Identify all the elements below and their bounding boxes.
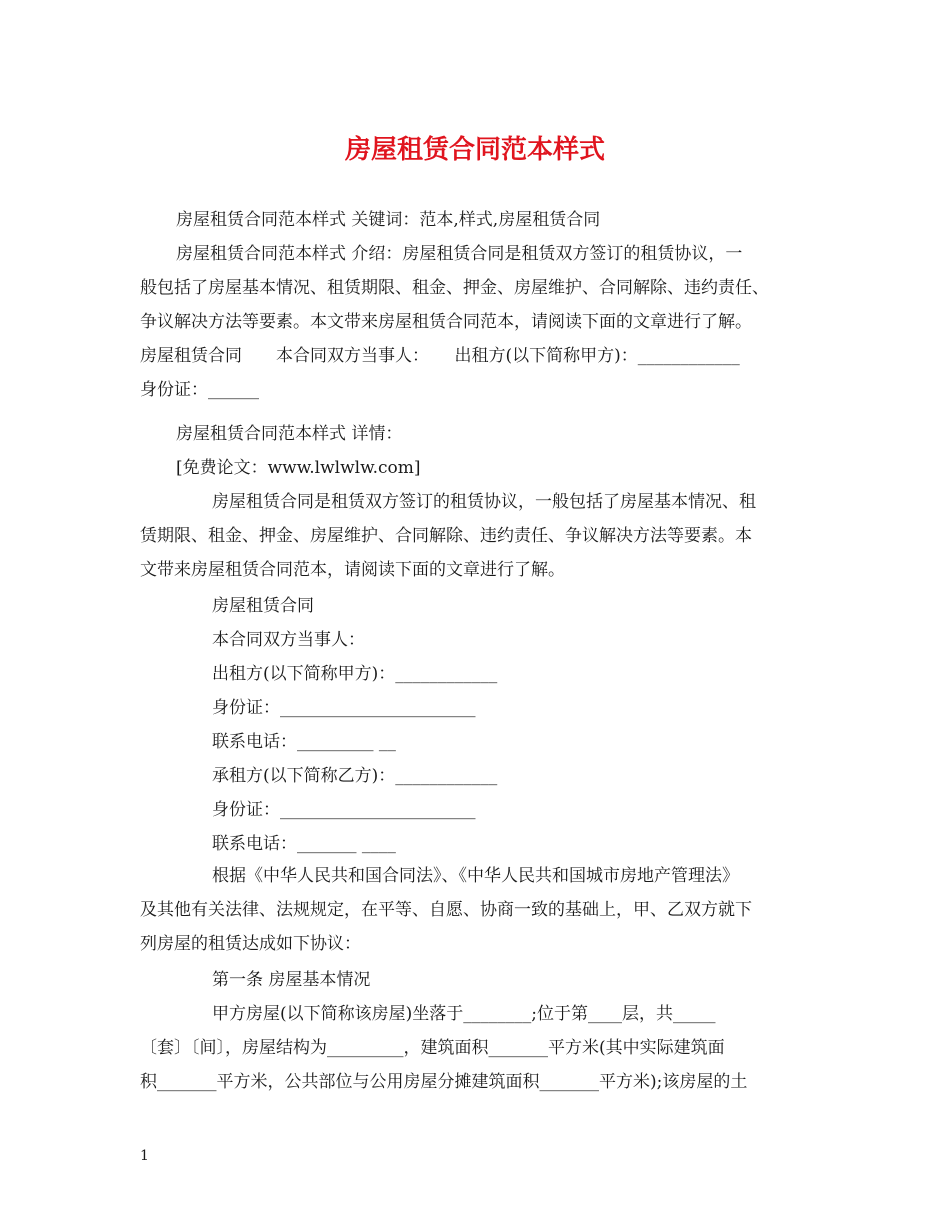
contract-heading: 房屋租赁合同: [212, 596, 314, 616]
summary-id-line: 身份证：______: [140, 380, 259, 400]
details-heading: 房屋租赁合同范本样式 详情：: [176, 424, 403, 444]
page-number: 1: [140, 1148, 149, 1164]
lessee-phone-line: 联系电话：_______ ____: [212, 834, 396, 854]
lessor-phone-line: 联系电话：_________ __: [212, 732, 396, 752]
document-title: 房屋租赁合同范本样式: [344, 135, 605, 165]
body-paragraph-line: 文带来房屋租赁合同范本，请阅读下面的文章进行了解。: [140, 560, 565, 580]
article-one-heading: 第一条 房屋基本情况: [212, 970, 371, 990]
legal-basis-line: 及其他有关法律、法规规定，在平等、自愿、协商一致的基础上，甲、乙双方就下: [140, 900, 752, 920]
intro-line: 争议解决方法等要素。本文带来房屋租赁合同范本，请阅读下面的文章进行了解。: [140, 312, 752, 332]
intro-line: 般包括了房屋基本情况、租赁期限、租金、押金、房屋维护、合同解除、违约责任、: [140, 278, 769, 298]
summary-parties-line: 房屋租赁合同 本合同双方当事人： 出租方(以下简称甲方)：____________: [140, 346, 740, 366]
intro-line: 房屋租赁合同范本样式 介绍：房屋租赁合同是租赁双方签订的租赁协议，一: [176, 244, 743, 264]
body-paragraph-line: 赁期限、租金、押金、房屋维护、合同解除、违约责任、争议解决方法等要素。本: [140, 526, 752, 546]
property-info-line: 积_______平方米，公共部位与公用房屋分摊建筑面积_______平方米);该房屋的土: [140, 1072, 748, 1092]
property-info-line: 〔套〕〔间〕，房屋结构为_________，建筑面积_______平方米(其中实际建筑面: [140, 1038, 725, 1058]
lessee-line: 承租方(以下简称乙方)：____________: [212, 766, 498, 786]
lessee-id-line: 身份证：_______________________: [212, 800, 476, 820]
keywords-line: 房屋租赁合同范本样式 关键词：范本,样式,房屋租赁合同: [176, 210, 601, 230]
source-note: [免费论文：www.lwlwlw.com]: [176, 458, 421, 478]
lessor-line: 出租方(以下简称甲方)：____________: [212, 664, 498, 684]
body-paragraph-line: 房屋租赁合同是租赁双方签订的租赁协议，一般包括了房屋基本情况、租: [212, 492, 756, 512]
property-info-line: 甲方房屋(以下简称该房屋)坐落于________;位于第____层，共_____: [212, 1004, 716, 1024]
legal-basis-line: 根据《中华人民共和国合同法》、《中华人民共和国城市房地产管理法》: [212, 866, 739, 886]
legal-basis-line: 列房屋的租赁达成如下协议：: [140, 934, 361, 954]
lessor-id-line: 身份证：_______________________: [212, 698, 476, 718]
parties-heading: 本合同双方当事人：: [212, 630, 365, 650]
